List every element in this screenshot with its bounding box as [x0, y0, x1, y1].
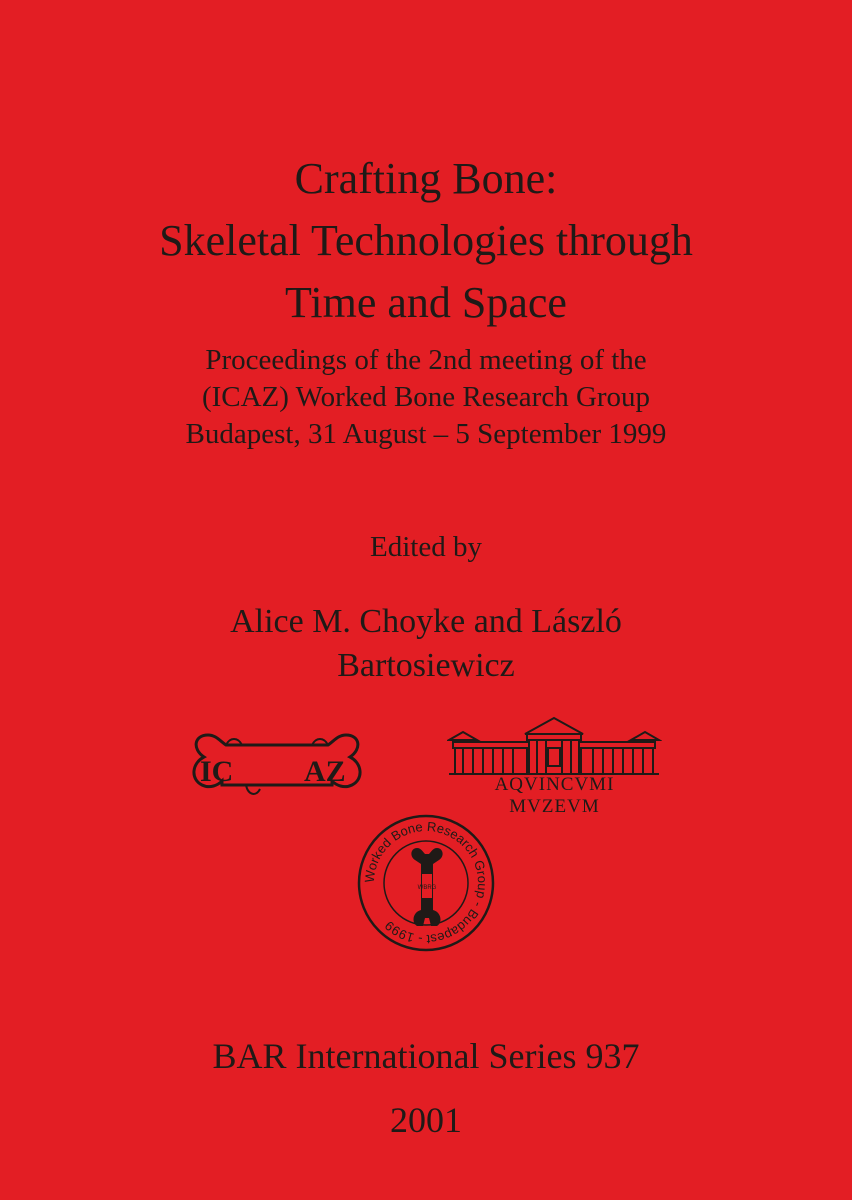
- subtitle-line-2: (ICAZ) Worked Bone Research Group: [201, 381, 651, 413]
- wbrg-ring-text: Worked Bone Research Group - Budapest - 1999: [361, 818, 491, 948]
- museum-caption: AQVINCVMI MVZEVM: [494, 774, 615, 817]
- series-label: BAR International Series 937: [212, 1036, 640, 1076]
- editor-line-2: Bartosiewicz: [337, 647, 515, 684]
- wbrg-seal-icon: [355, 812, 497, 954]
- editors: [0, 600, 852, 688]
- title-line-1: Crafting Bone:: [294, 154, 558, 203]
- book-title: [0, 148, 852, 334]
- icaz-left-text: IC: [200, 755, 234, 788]
- wbrg-center-text: WBRG: [417, 885, 437, 891]
- title-line-2: Skeletal Technologies through: [159, 216, 693, 265]
- editor-line-1: Alice M. Choyke and László: [230, 603, 622, 640]
- subtitle-line-3: Budapest, 31 August – 5 September 1999: [185, 418, 667, 450]
- book-subtitle: [0, 342, 852, 453]
- edited-by-label: Edited by: [370, 531, 482, 563]
- subtitle-line-1: Proceedings of the 2nd meeting of the: [205, 344, 647, 376]
- icaz-bone-logo-icon: [186, 727, 368, 805]
- publication-year: 2001: [390, 1100, 462, 1140]
- title-line-3: Time and Space: [285, 278, 567, 327]
- icaz-right-text: AZ: [304, 755, 346, 788]
